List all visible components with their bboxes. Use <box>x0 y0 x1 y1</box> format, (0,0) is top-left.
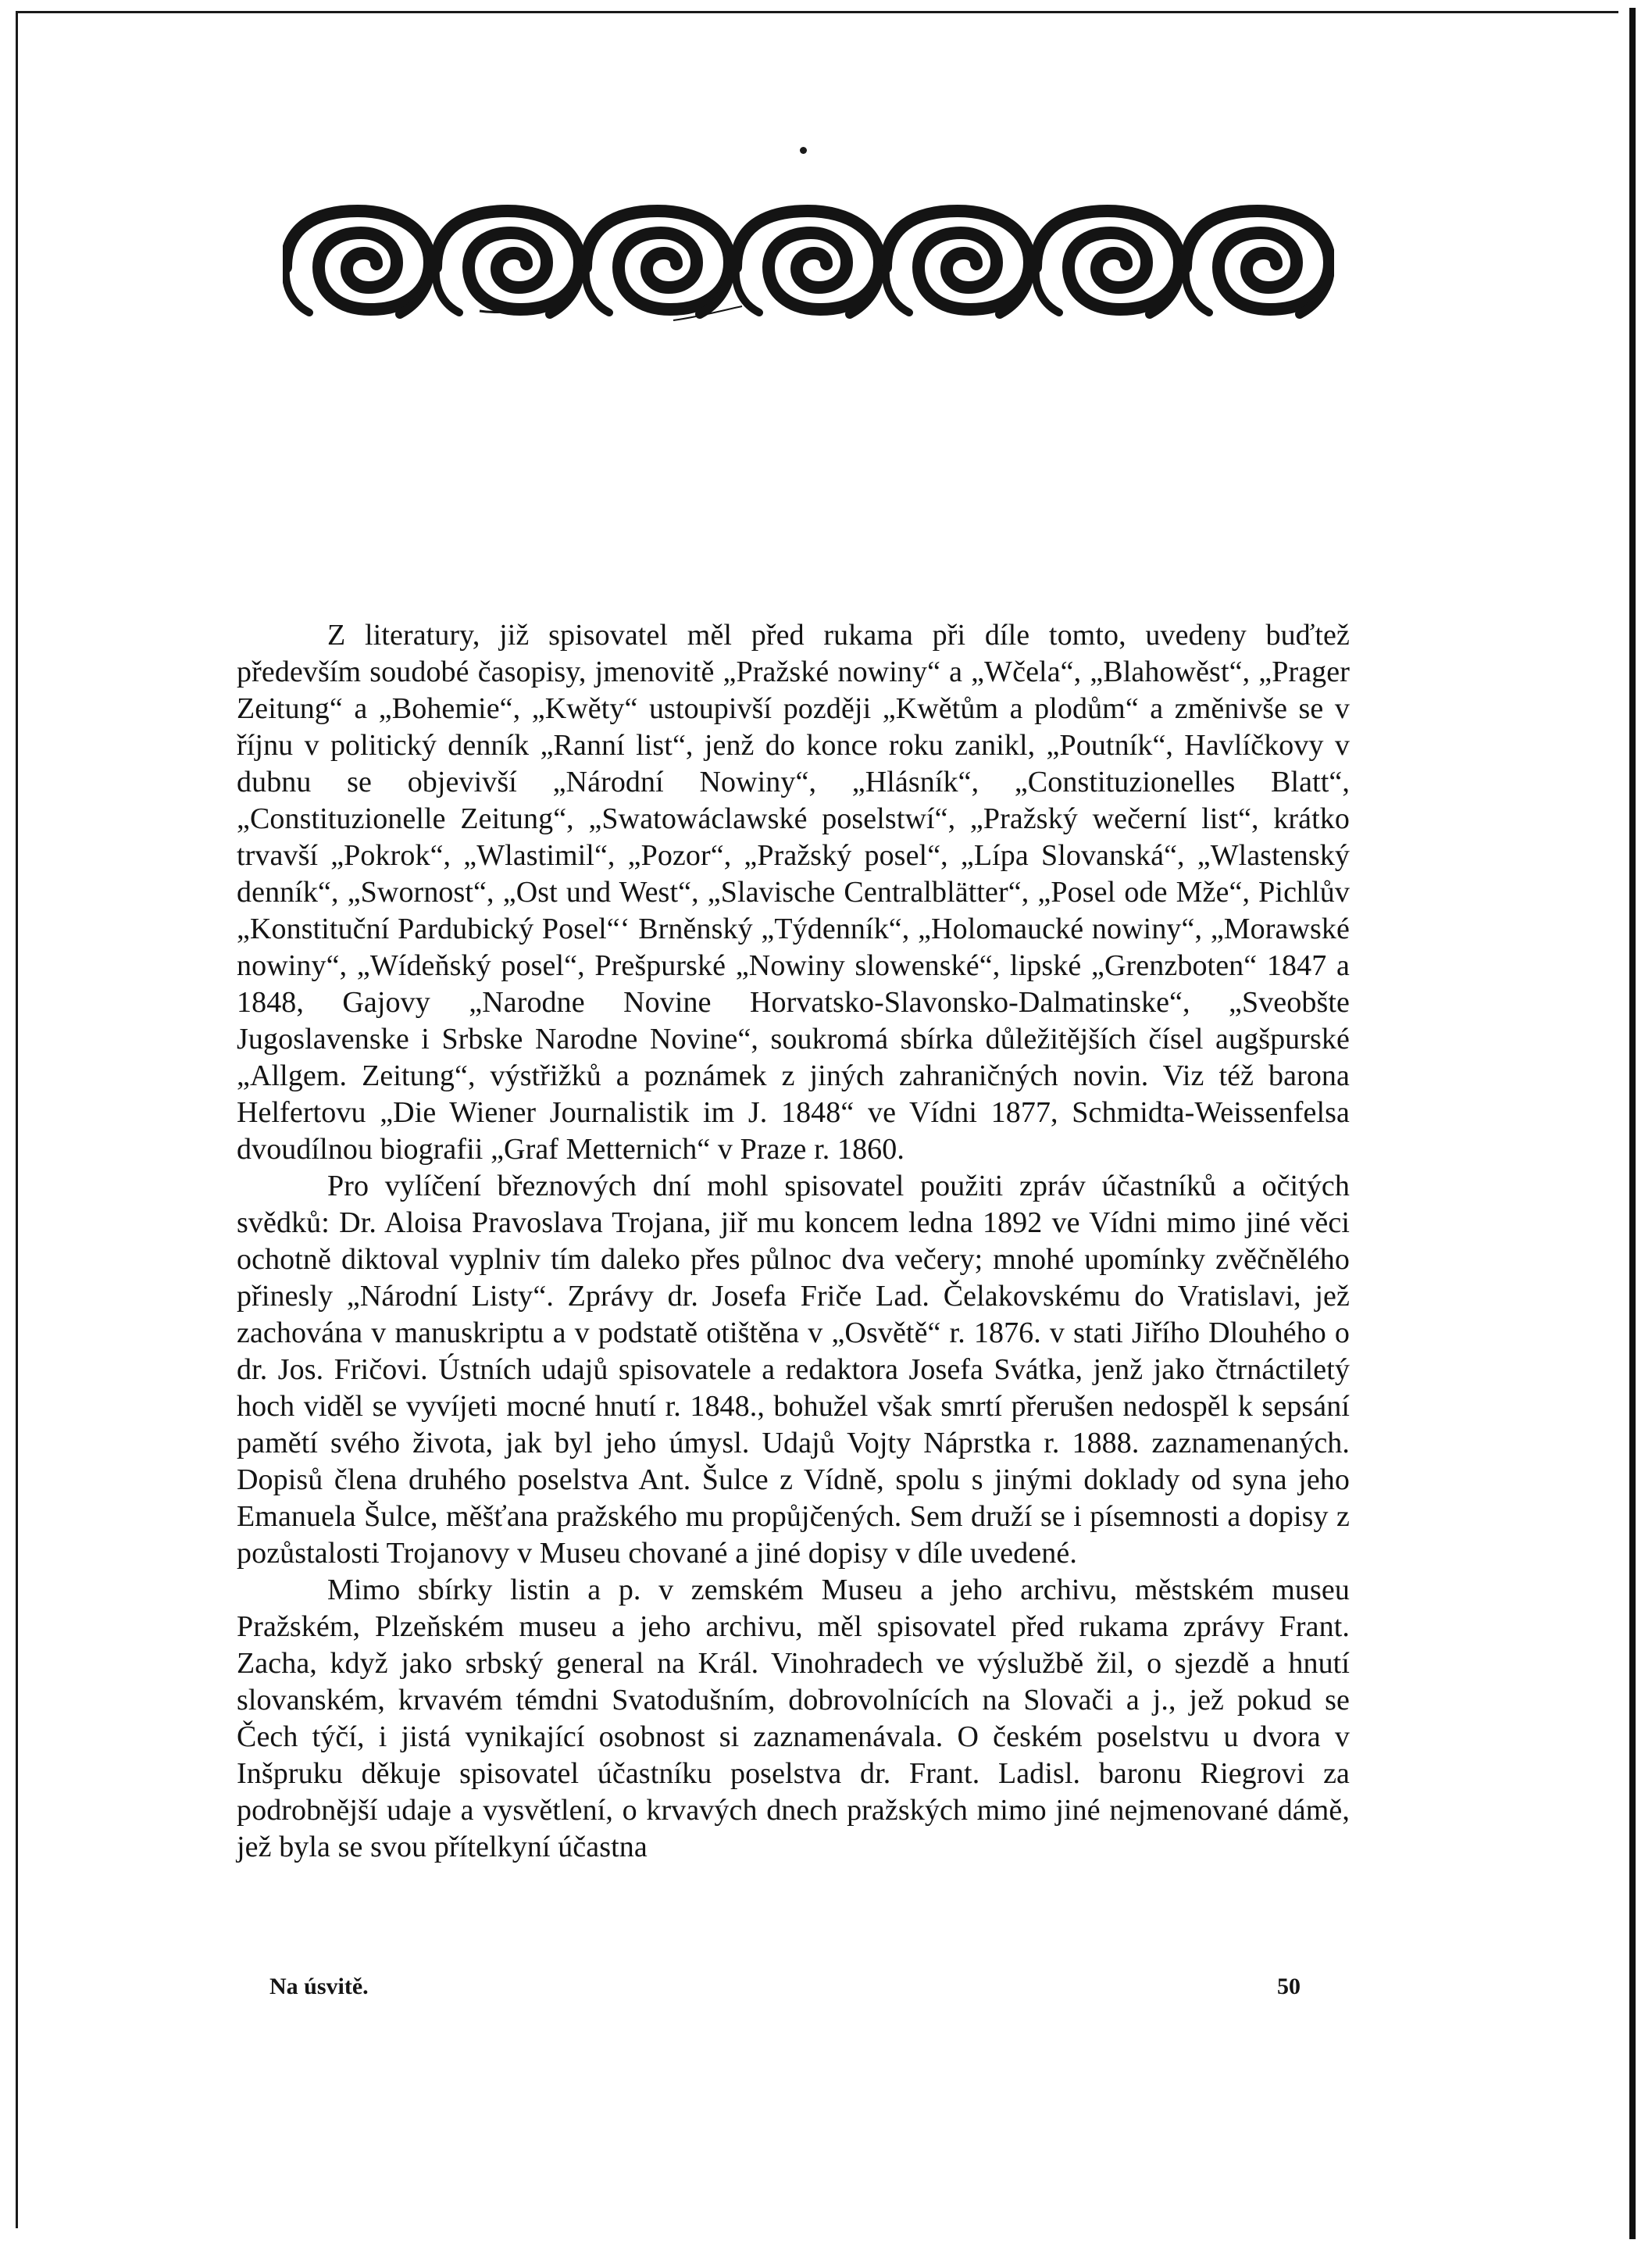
spiral-unit-6 <box>1036 211 1180 314</box>
paragraph-sources: Z literatury, již spisovatel měl před rukama při díle tomto, uvedeny buďtež především soudobé časopisy, jmenovitě „Pražské nowiny“ a „Wčela“, „Blahowěst“, „Prager Zeitung“ a „Bohemie“, „Kwěty“ ustoupivší později „Kwětům a plodům“ a změnivše se v říjnu v politický denník „Ranní list“, jenž do konce roku zanikl, „Poutník“, Havlíčkovy v dubnu se objevivší „Národní Nowiny“, „Hlásník“, „Constituzionelles Blatt“, „Constituzionelle Zeitung“, „Swatowáclawské poselstwí“, „Pražský wečerní list“, krátko trvavší „Pokrok“, „Wlastimil“, „Pozor“, „Pražský posel“, „Lípa Slovanská“, „Wlastenský denník“, „Swornost“, „Ost und West“, „Slavische Centralblätter“, „Posel ode Mže“, Pichlův „Konstituční Pardubický Posel“‘ Brněnský „Týdenník“, „Holomaucké nowiny“, „Morawské nowiny“, „Wídeňský posel“, Prešpurské „Nowiny slowenské“, lipské „Grenzboten“ 1847 a 1848, Gajovy „Narodne Novine Horvatsko-Slavonsko-Dalmatinske“, „Sveobšte Jugoslavenske i Srbske Narodne Novine“, soukromá sbírka důležitějších čísel augšpurské „Allgem. Zeitung“, výstřižků a poznámek z jiných zahraničných novin. Viz též barona Helfertovu „Die Wiener Journalistik im J. 1848“ ve Vídni 1877, Schmidta-Weissenfelsa dvoudílnou biografii „Graf Metternich“ v Praze r. 1860. <box>237 619 1350 1166</box>
ink-dot <box>800 147 807 154</box>
paragraph-archives: Mimo sbírky listin a p. v zemském Museu a jeho archivu, městském museu Pražském, Plzeňském museu a jeho archivu, měl spisovatel před rukama zprávy Frant. Zacha, když jako srbský general na Král. Vinohradech ve výslužbě žil, o sjezdě a hnutí slovanském, krvavém témdni Svatodušním, dobrovolnících na Slovači a j., jež pokud se Čech týčí, i jistá vynikající osobnost si zaznamenávala. O českém poselstvu u dvora v Inšpruku děkuje spisovatel účastníku poselstva dr. Frant. Ladisl. baronu Riegrovi za podrobnější udaje a vysvětlení, o krvavých dnech pražských mimo jiné nejmenované dámě, jež byla se svou přítelkyní účastna <box>237 1574 1350 1863</box>
spiral-unit-3 <box>586 211 730 314</box>
paragraph-witnesses: Pro vylíčení březnových dní mohl spisovatel použiti zpráv účastníků a očitých svědků: Dr. Aloisa Pravoslava Trojana, jiř mu koncem ledna 1892 ve Vídni mimo jiné věci ochotně diktoval vyplniv tím daleko přes půlnoc dva večery; mnohé upomínky zvěčnělého přinesly „Národní Listy“. Zprávy dr. Josefa Friče Lad. Čelakovskému do Vratislavi, jež zachována v manuskriptu a v podstatě otištěna v „Osvětě“ r. 1876. v stati Jiřího Dlouhého o dr. Jos. Fričovi. Ústních udajů spisovatele a redaktora Josefa Svátka, jenž jako čtrnáctiletý hoch viděl se vyvíjeti mocné hnutí r. 1848., bohužel však smrtí přerušen nedospěl k sepsání pamětí svého života, jak byl jeho úmysl. Udajů Vojty Náprstka r. 1888. zaznamenaných. Dopisů člena druhého poselstva Ant. Šulce z Vídně, spolu s jinými doklady od syna jeho Emanuela Šulce, měšťana pražského mu propůjčených. Sem druží se i písemnosti a dopisy z pozůstalosti Trojanovy v Museu chované a jiné dopisy v díle uvedené. <box>237 1170 1350 1570</box>
scan-edge-shadow <box>1629 8 1636 2239</box>
footer-signature: Na úsvitě. <box>269 1974 369 1999</box>
page-footer <box>269 1974 1301 2000</box>
spiral-wave-border <box>283 205 1334 319</box>
ornament-underline-flourish <box>478 300 744 325</box>
spiral-unit-1 <box>286 211 430 314</box>
spiral-unit-4 <box>736 211 880 314</box>
body-text <box>237 617 1350 1866</box>
spiral-unit-2 <box>436 211 580 314</box>
spiral-unit-7 <box>1186 211 1330 314</box>
page-number: 50 <box>1277 1974 1301 1999</box>
spiral-unit-5 <box>886 211 1030 314</box>
